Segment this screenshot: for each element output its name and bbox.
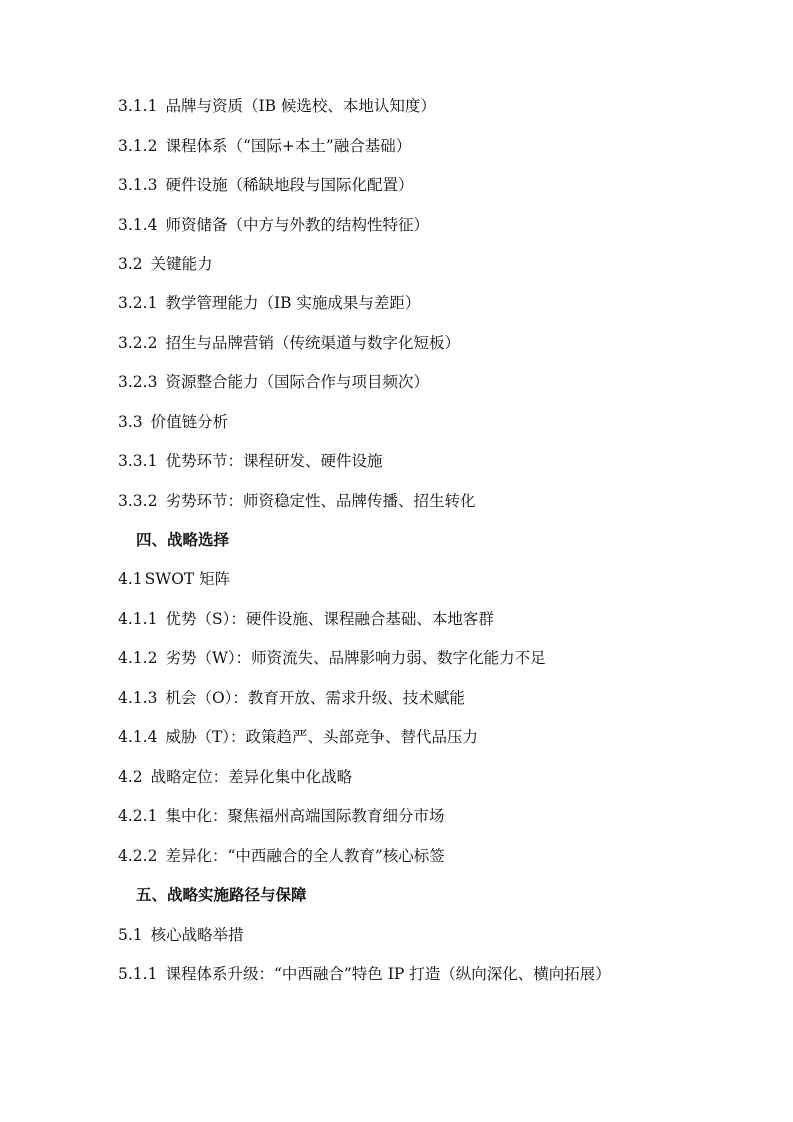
item-text: SWOT 矩阵 xyxy=(144,570,231,588)
item-number: 3.1.3 xyxy=(118,176,158,194)
toc-item-3-3-2 xyxy=(118,491,475,511)
toc-item-3-2 xyxy=(118,254,213,274)
toc-item-3-1-1 xyxy=(118,96,436,116)
toc-item-4-1-2 xyxy=(118,648,546,668)
item-number: 3.1.2 xyxy=(118,137,158,155)
toc-item-3-2-1 xyxy=(118,293,420,313)
item-text: 硬件设施（稀缺地段与国际化配置） xyxy=(165,176,414,194)
section-title: 战略实施路径与保障 xyxy=(167,886,307,904)
item-number: 3.1.1 xyxy=(118,97,158,115)
toc-item-5-1 xyxy=(118,925,244,945)
toc-item-3-1-4 xyxy=(118,215,429,235)
item-number: 4.2.2 xyxy=(118,847,158,865)
item-text: 战略定位：差异化集中化战略 xyxy=(150,768,353,786)
toc-item-3-1-3 xyxy=(118,175,413,195)
section-title: 战略选择 xyxy=(167,531,230,549)
item-number: 4.1.1 xyxy=(118,610,158,628)
section-number: 四、 xyxy=(136,531,168,549)
toc-item-3-2-3 xyxy=(118,372,429,392)
item-text: 关键能力 xyxy=(150,255,213,273)
item-number: 4.1.3 xyxy=(118,689,158,707)
item-text: 集中化：聚焦福州高端国际教育细分市场 xyxy=(165,807,445,825)
item-number: 3.3 xyxy=(118,413,143,431)
item-number: 3.3.2 xyxy=(118,492,158,510)
toc-item-4-2-1 xyxy=(118,806,444,826)
toc-item-3-1-2 xyxy=(118,136,411,156)
section-heading-5 xyxy=(136,885,307,905)
item-text: 优势环节：课程研发、硬件设施 xyxy=(165,452,383,470)
item-number: 3.2.2 xyxy=(118,334,158,352)
item-number: 4.2 xyxy=(118,768,143,786)
item-number: 5.1 xyxy=(118,926,143,944)
section-heading-4 xyxy=(136,530,229,550)
toc-item-3-3 xyxy=(118,412,228,432)
section-number: 五、 xyxy=(136,886,168,904)
item-number: 4.1 xyxy=(118,570,143,588)
item-number: 3.1.4 xyxy=(118,216,158,234)
item-text: 资源整合能力（国际合作与项目频次） xyxy=(165,373,429,391)
item-number: 3.2 xyxy=(118,255,143,273)
toc-item-3-3-1 xyxy=(118,451,382,471)
item-text: 差异化：“中西融合的全人教育”核心标签 xyxy=(165,847,445,865)
item-text: 课程体系（“国际+本土”融合基础） xyxy=(165,137,412,155)
item-number: 3.2.3 xyxy=(118,373,158,391)
toc-item-3-2-2 xyxy=(118,333,460,353)
toc-item-4-1-4 xyxy=(118,727,478,747)
item-text: 师资储备（中方与外教的结构性特征） xyxy=(165,216,429,234)
item-number: 3.2.1 xyxy=(118,294,158,312)
item-text: 机会（O）：教育开放、需求升级、技术赋能 xyxy=(165,689,465,707)
toc-item-4-1-3 xyxy=(118,688,465,708)
item-text: 招生与品牌营销（传统渠道与数字化短板） xyxy=(165,334,460,352)
item-text: 品牌与资质（IB 候选校、本地认知度） xyxy=(165,97,436,115)
item-text: 课程体系升级：“中西融合”特色 IP 打造（纵向深化、横向拓展） xyxy=(165,965,611,983)
item-text: 劣势（W）：师资流失、品牌影响力弱、数字化能力不足 xyxy=(165,649,546,667)
item-text: 价值链分析 xyxy=(150,413,229,431)
item-text: 劣势环节：师资稳定性、品牌传播、招生转化 xyxy=(165,492,476,510)
toc-item-4-1-1 xyxy=(118,609,494,629)
toc-item-4-2-2 xyxy=(118,846,445,866)
item-number: 4.1.4 xyxy=(118,728,158,746)
toc-item-4-2 xyxy=(118,767,352,787)
toc-item-5-1-1 xyxy=(118,964,611,984)
item-number: 3.3.1 xyxy=(118,452,158,470)
toc-item-4-1 xyxy=(118,569,230,589)
item-text: 优势（S）：硬件设施、课程融合基础、本地客群 xyxy=(165,610,494,628)
item-text: 威胁（T）：政策趋严、头部竞争、替代品压力 xyxy=(165,728,479,746)
item-number: 5.1.1 xyxy=(118,965,158,983)
item-number: 4.2.1 xyxy=(118,807,158,825)
item-number: 4.1.2 xyxy=(118,649,158,667)
item-text: 核心战略举措 xyxy=(150,926,244,944)
item-text: 教学管理能力（IB 实施成果与差距） xyxy=(165,294,421,312)
